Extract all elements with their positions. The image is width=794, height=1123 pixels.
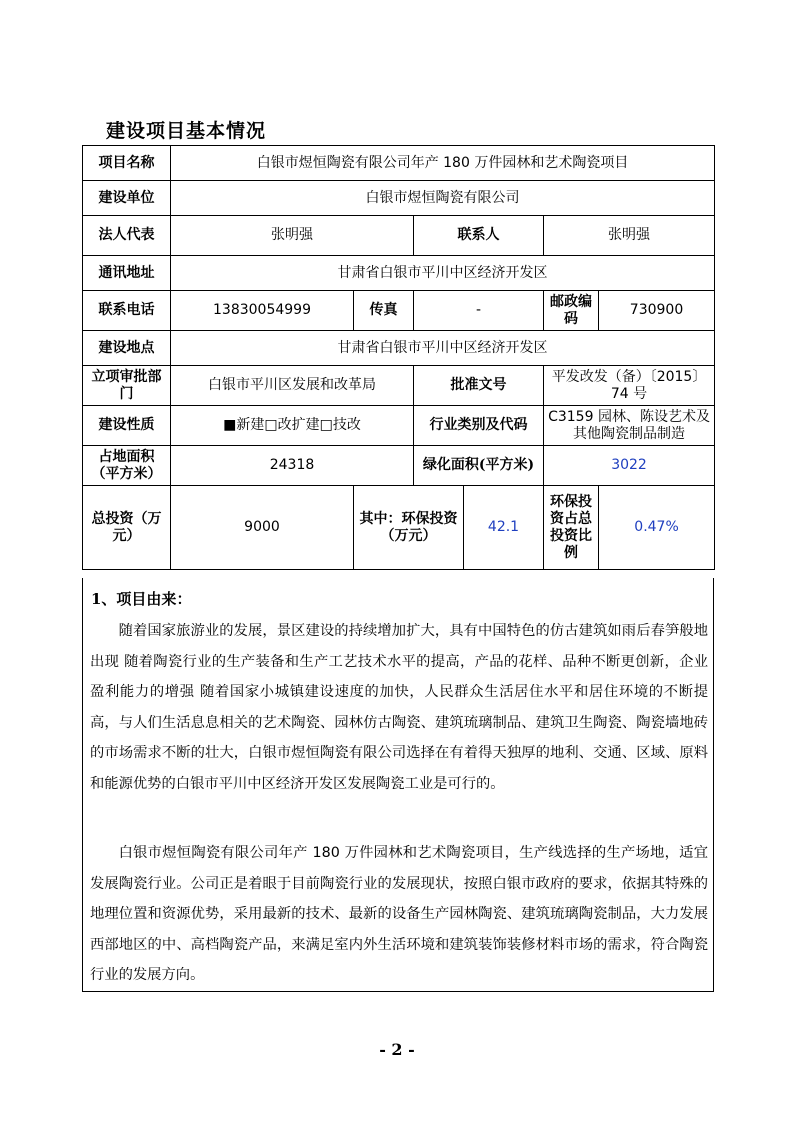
value-investment: 9000 [171,486,354,570]
label-builder: 建设单位 [83,181,171,216]
value-env-investment: 42.1 [464,486,544,570]
label-legal-rep: 法人代表 [83,216,171,256]
value-industry: C3159 园林、陈设艺术及其他陶瓷制品制造 [544,406,715,446]
label-project-name: 项目名称 [83,146,171,181]
row-area [83,446,715,486]
paragraph-2: 白银市煜恒陶瓷有限公司年产 180 万件园林和艺术陶瓷项目，生产线选择的生产场地，适宜发展陶瓷行业。公司正是着眼于目前陶瓷行业的发展现状，按照白银市政府的要求，依据其特殊的地理位置和资源优势，采用最新的技术、最新的设备生产园林陶瓷、建筑琉璃陶瓷制品，大力发展西部地区的中、高档陶瓷产品，来满足室内外生活环境和建筑装饰装修材料市场的需求，符合陶瓷行业的发展方向。 [90,845,708,983]
value-green-area: 3022 [544,446,715,486]
project-origin-section [82,578,714,992]
row-builder [83,181,715,216]
paragraph-1: 随着国家旅游业的发展，景区建设的持续增加扩大，具有中国特色的仿古建筑如雨后春笋般地出现 随着陶瓷行业的生产装备和生产工艺技术水平的提高，产品的花样、品种不断更创新，企业盈利能力的增强 随着国家小城镇建设速度的加快，人民群众生活居住水平和居住环境的不断提高，与人们生活息息相关的艺术陶瓷、园林仿古陶瓷、建筑琉璃制品、建筑卫生陶瓷、陶瓷墙地砖的市场需求不断的壮大，白银市煜恒陶瓷有限公司选择在有着得天独厚的地利、交通、区域、原料和能源优势的白银市平川中区经济开发区发展陶瓷工业是可行的。 [90,623,708,792]
value-fax: - [414,291,544,331]
label-fax: 传真 [354,291,414,331]
label-env-ratio: 环保投资占总投资比例 [544,486,599,570]
label-address: 通讯地址 [83,256,171,291]
row-phone [83,291,715,331]
value-postcode: 730900 [599,291,715,331]
label-nature: 建设性质 [83,406,171,446]
value-area: 24318 [171,446,414,486]
label-area: 占地面积（平方米） [83,446,171,486]
value-site: 甘肃省白银市平川中区经济开发区 [171,331,715,366]
label-env-investment: 其中：环保投资（万元） [354,486,464,570]
row-site [83,331,715,366]
label-postcode: 邮政编码 [544,291,599,331]
project-info-table [82,145,715,570]
label-approval-doc: 批准文号 [414,366,544,406]
label-green-area: 绿化面积(平方米) [414,446,544,486]
row-approval [83,366,715,406]
value-legal-rep: 张明强 [171,216,414,256]
value-contact: 张明强 [544,216,715,256]
row-legal-rep [83,216,715,256]
value-approval-doc: 平发改发（备）〔2015〕74 号 [544,366,715,406]
value-approval-dept: 白银市平川区发展和改革局 [171,366,414,406]
section-heading: 1、项目由来： [91,590,192,608]
page-heading: 建设项目基本情况 [106,120,267,142]
value-nature: ■新建□改扩建□技改 [171,406,414,446]
label-approval-dept: 立项审批部门 [83,366,171,406]
label-site: 建设地点 [83,331,171,366]
row-project-name [83,146,715,181]
label-phone: 联系电话 [83,291,171,331]
page-number: - 2 - [379,1040,415,1059]
label-industry: 行业类别及代码 [414,406,544,446]
label-investment: 总投资（万元） [83,486,171,570]
label-contact: 联系人 [414,216,544,256]
value-builder: 白银市煜恒陶瓷有限公司 [171,181,715,216]
value-address: 甘肃省白银市平川中区经济开发区 [171,256,715,291]
row-nature [83,406,715,446]
row-investment [83,486,715,570]
row-address [83,256,715,291]
value-env-ratio: 0.47% [599,486,715,570]
value-phone: 13830054999 [171,291,354,331]
value-project-name: 白银市煜恒陶瓷有限公司年产 180 万件园林和艺术陶瓷项目 [171,146,715,181]
